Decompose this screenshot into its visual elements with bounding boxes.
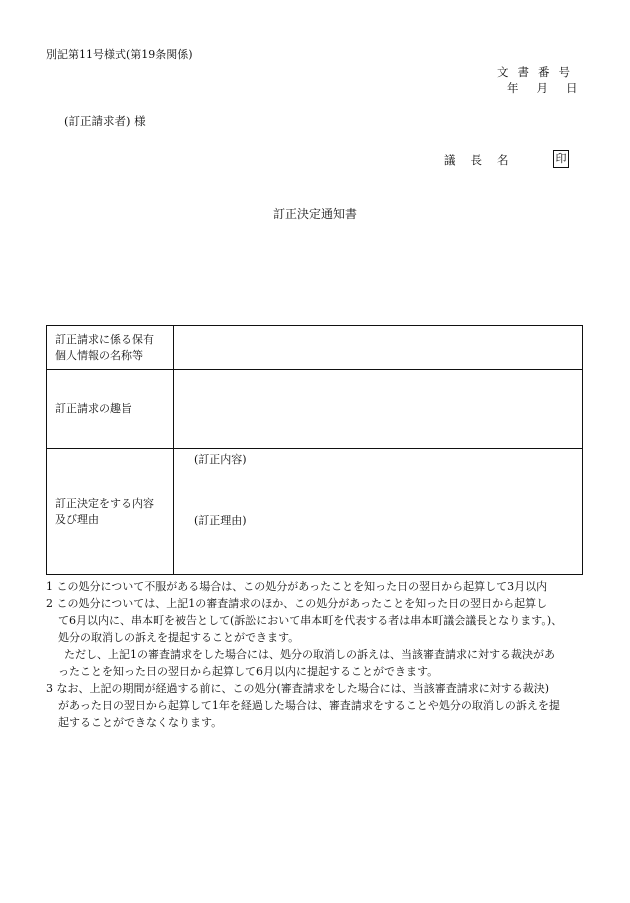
decision-table	[46, 325, 583, 575]
note-2-line-1: 2 この処分については、上記1の審査請求のほか、この処分があったことを知った日の翌日から起算し	[46, 597, 548, 610]
row3-label	[47, 449, 174, 575]
note-3-line-2: があった日の翌日から起算して1年を経過した場合は、審査請求をすることや処分の取消しの訴えを提	[58, 699, 560, 712]
reason-label: (訂正理由)	[194, 514, 247, 527]
row2-label: 訂正請求の趣旨	[47, 370, 174, 449]
note-2-line-3: 処分の取消しの訴えを提起することができます。	[58, 631, 300, 644]
document-number-label: 文書番号	[497, 65, 579, 79]
row1-label	[47, 326, 174, 370]
notes	[46, 578, 583, 731]
row1-label-line2: 個人情報の名称等	[55, 348, 143, 362]
date-month-label: 月	[536, 81, 548, 95]
row3-value	[174, 449, 583, 575]
row1-label-line1: 訂正請求に係る保有	[55, 332, 154, 346]
note-2-line-2: て6月以内に、串本町を被告として(訴訟において串本町を代表する者は串本町議会議長となります。)、	[58, 614, 563, 627]
addressee: (訂正請求者) 様	[64, 114, 146, 128]
sender	[444, 152, 524, 168]
date-year-label: 年	[507, 81, 519, 95]
note-3-line-1: 3 なお、上記の期間が経過する前に、この処分(審査請求をした場合には、当該審査請求に対する裁決)	[46, 682, 550, 695]
row3-label-line1: 訂正決定をする内容	[55, 496, 154, 510]
seal-stamp: 印	[553, 150, 569, 168]
note-2-line-4: ただし、上記1の審査請求をした場合には、処分の取消しの訴えは、当該審査請求に対する裁決があ	[64, 648, 555, 661]
table-row	[47, 326, 583, 370]
table-row	[47, 449, 583, 575]
row2-value	[174, 370, 583, 449]
table-row	[47, 370, 583, 449]
row1-value	[174, 326, 583, 370]
content-label: (訂正内容)	[194, 453, 247, 466]
sender-title: 議長名	[444, 153, 524, 167]
date-line	[507, 80, 578, 96]
document-title: 訂正決定通知書	[272, 207, 357, 221]
row3-label-line2: 及び理由	[55, 512, 99, 526]
note-1-line-1: 1 この処分について不服がある場合は、この処分があったことを知った日の翌日から起算して3月以内	[46, 580, 548, 593]
form-label: 別記第11号様式(第19条関係)	[46, 48, 193, 61]
note-3-line-3: 起することができなくなります。	[58, 716, 223, 729]
date-day-label: 日	[566, 81, 578, 95]
note-2-line-5: ったことを知った日の翌日から起算して6月以内に提起することができます。	[58, 665, 439, 678]
